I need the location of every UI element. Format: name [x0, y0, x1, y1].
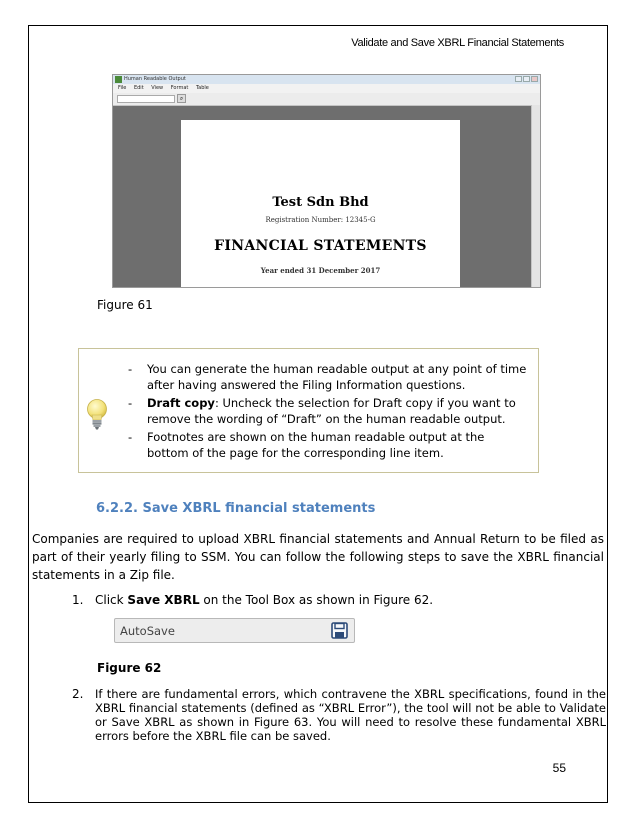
menu-format[interactable]: Format: [170, 85, 189, 91]
step-number: 1.: [72, 593, 84, 607]
menu-edit[interactable]: Edit: [133, 85, 144, 91]
page-number: 55: [552, 761, 566, 775]
autosave-label: AutoSave: [120, 624, 175, 638]
figure-62-caption: Figure 62: [97, 661, 162, 675]
toolbox-bar: [114, 618, 355, 643]
step-text: If there are fundamental errors, which contravene the XBRL specifications, found in the XBRL financial statements (defined as “XBRL Error”), the tool will not be able to Validate or Save XBRL as shown in Figure 63. You will need to resolve these fundamental XBRL errors before the XBRL file can be saved.: [95, 687, 606, 743]
menu-table[interactable]: Table: [195, 85, 209, 91]
figure-61-caption: Figure 61: [97, 298, 153, 312]
menu-file[interactable]: File: [118, 85, 127, 91]
section-heading: 6.2.2. Save XBRL financial statements: [96, 501, 376, 516]
menu-view[interactable]: View: [151, 85, 164, 91]
note-item-text: : Uncheck the selection for Draft copy if you want to remove the wording of “Draft” on the human readable output.: [147, 396, 516, 426]
document-page: [181, 120, 460, 288]
running-header: Validate and Save XBRL Financial Statements: [351, 37, 564, 49]
search-input[interactable]: [117, 95, 175, 103]
minimize-icon[interactable]: [515, 76, 522, 82]
note-item: - You can generate the human readable output at any point of time after having answered the Filing Information questions.: [128, 362, 527, 392]
intro-paragraph: Companies are required to upload XBRL financial statements and Annual Return to be filed as part of their yearly filing to SSM. You can follow the following steps to save the XBRL financial statements in a Zip file.: [32, 532, 604, 582]
maximize-icon[interactable]: [523, 76, 530, 82]
note-list: [128, 361, 528, 463]
lightbulb-icon: [86, 399, 108, 431]
note-item-bold: Draft copy: [147, 396, 215, 410]
doc-registration: Registration Number: 12345-G: [265, 216, 376, 224]
window-title: Human Readable Output: [124, 76, 186, 82]
note-item-text: You can generate the human readable output at any point of time after having answered the Filing Information questions.: [147, 362, 527, 392]
doc-company-name: Test Sdn Bhd: [272, 195, 369, 210]
scrollbar[interactable]: [531, 105, 540, 287]
save-icon[interactable]: [331, 622, 348, 639]
menu-bar: [113, 84, 540, 93]
doc-title: FINANCIAL STATEMENTS: [214, 238, 427, 254]
figure-61-screenshot: [112, 74, 541, 288]
note-item: - Draft copy: Uncheck the selection for Draft copy if you want to remove the wording of “Draft” on the human readable output.: [128, 396, 516, 426]
step-text: Click Save XBRL on the Tool Box as shown in Figure 62.: [95, 593, 434, 607]
close-icon[interactable]: [531, 76, 538, 82]
search-icon[interactable]: ⌕: [177, 94, 186, 103]
toolbar: [113, 93, 540, 106]
note-item: - Footnotes are shown on the human readable output at the bottom of the page for the corresponding line item.: [128, 430, 485, 460]
app-icon: [115, 76, 122, 83]
note-item-text: Footnotes are shown on the human readable output at the bottom of the page for the corresponding line item.: [147, 430, 485, 460]
step-number: 2.: [72, 687, 84, 701]
doc-period: Year ended 31 December 2017: [260, 266, 381, 275]
